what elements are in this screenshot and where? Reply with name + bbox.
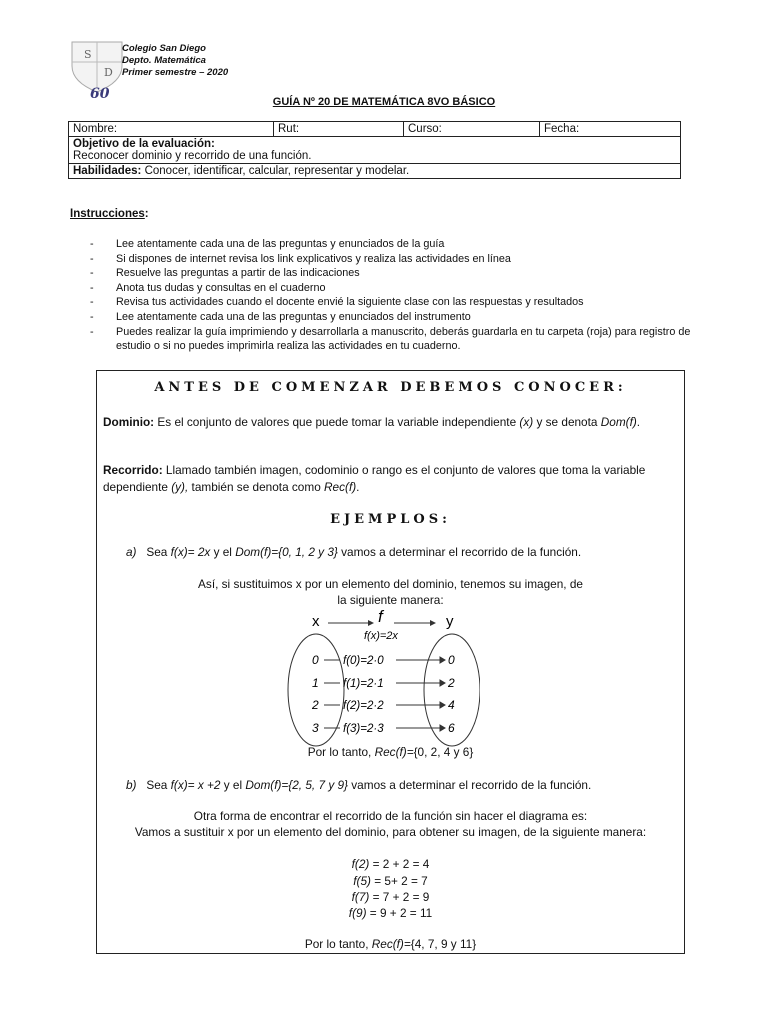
domain-value: 3 <box>312 721 319 735</box>
school-name: Colegio San Diego <box>122 43 206 54</box>
nombre-cell[interactable]: Nombre: <box>69 122 274 137</box>
habilidades-text: Conocer, identificar, calcular, representar y modelar. <box>141 165 410 177</box>
example-a-explanation: Así, si sustituimos x por un elemento del dominio, tenemos su imagen, de la siguiente manera: <box>198 577 583 607</box>
calc-line: f(9) = 9 + 2 = 11 <box>348 906 433 920</box>
mapping-label: f(2)=2·2 <box>343 700 384 712</box>
example-a-conclusion: Por lo tanto, Rec(f)={0, 2, 4 y 6} <box>307 745 474 759</box>
student-info-table <box>68 121 681 179</box>
range-value: 4 <box>448 698 455 712</box>
mapping-label: f(3)=2·3 <box>343 723 384 735</box>
calc-line: f(2) = 2 + 2 = 4 <box>351 857 430 871</box>
diagram-y-label: y <box>446 613 454 630</box>
domain-value: 0 <box>312 653 319 667</box>
diagram-f-label: f <box>378 608 383 626</box>
section-title: ANTES DE COMENZAR DEBEMOS CONOCER: <box>154 380 627 395</box>
fecha-cell[interactable]: Fecha: <box>540 122 681 137</box>
list-item: - Lee atentamente cada una de las preguntas y enunciados de la guía <box>90 237 710 252</box>
list-item: - Resuelve las preguntas a partir de las indicaciones <box>90 266 710 281</box>
rut-cell[interactable]: Rut: <box>274 122 404 137</box>
objetivo-text: Reconocer dominio y recorrido de una función. <box>73 150 312 162</box>
example-a-statement: a) Sea f(x)= 2x y el Dom(f)={0, 1, 2 y 3} vamos a determinar el recorrido de la función. <box>126 545 582 559</box>
objetivo-label: Objetivo de la evaluación: <box>73 138 215 150</box>
habilidades-cell <box>69 164 681 179</box>
instructions-title: Instrucciones: <box>70 208 149 220</box>
curso-cell[interactable]: Curso: <box>404 122 540 137</box>
example-b-conclusion: Por lo tanto, Rec(f)={4, 7, 9 y 11} <box>304 937 477 951</box>
recorrido-definition: Recorrido: Llamado también imagen, codominio o rango es el conjunto de valores que toma la variable dependiente (y), también se denota como Rec(f). <box>103 463 646 494</box>
range-value: 0 <box>448 653 455 667</box>
list-item: - Si dispones de internet revisa los link explicativos y realiza las actividades en línea <box>90 252 710 267</box>
guide-title: GUÍA Nº 20 DE MATEMÁTICA 8VO BÁSICO <box>272 96 496 108</box>
list-item: - Anota tus dudas y consultas en el cuaderno <box>90 281 710 296</box>
example-b-statement: b) Sea f(x)= x +2 y el Dom(f)={2, 5, 7 y 9} vamos a determinar el recorrido de la función. <box>126 778 592 792</box>
mapping-label: f(1)=2·1 <box>343 678 384 690</box>
list-item: - Lee atentamente cada una de las preguntas y enunciados del instrumento <box>90 310 710 325</box>
habilidades-label: Habilidades: <box>73 165 142 177</box>
logo-letter-d: D <box>104 66 113 79</box>
calc-line: f(7) = 7 + 2 = 9 <box>351 890 430 904</box>
objetivo-cell <box>69 137 681 164</box>
mapping-label: f(0)=2·0 <box>343 655 384 667</box>
dominio-definition: Dominio: Es el conjunto de valores que puede tomar la variable independiente (x) y se denota Dom(f). <box>103 415 641 429</box>
diagram-x-label: x <box>312 613 320 630</box>
semester: Primer semestre – 2020 <box>122 67 229 78</box>
diagram-rule: f(x)=2x <box>364 630 398 642</box>
calc-line: f(5) = 5+ 2 = 7 <box>353 874 428 888</box>
logo-sixty: 60 <box>90 86 110 102</box>
example-b-explanation-2: Vamos a sustituir x por un elemento del dominio, para obtener su imagen, de la siguiente manera: <box>134 825 647 839</box>
school-logo <box>68 38 126 102</box>
logo-letter-s: S <box>84 48 92 61</box>
list-item: - Puedes realizar la guía imprimiendo y desarrollarla a manuscrito, deberás guardarla en tu carpeta (roja) para registro de estudio o si no puedes imprimirla realiza las actividades en tu cuaderno. <box>90 325 710 354</box>
instructions-list <box>90 237 710 354</box>
list-item: - Revisa tus actividades cuando el docente envié la siguiente clase con las respuestas y resultados <box>90 295 710 310</box>
domain-value: 2 <box>312 698 319 712</box>
range-value: 6 <box>448 721 455 735</box>
range-value: 2 <box>448 676 455 690</box>
department: Depto. Matemática <box>122 55 206 66</box>
example-b-explanation-1: Otra forma de encontrar el recorrido de la función sin hacer el diagrama es: <box>193 809 588 823</box>
school-info <box>122 43 228 79</box>
examples-title: EJEMPLOS: <box>330 512 451 527</box>
domain-value: 1 <box>312 676 319 690</box>
mapping-diagram <box>280 608 480 748</box>
